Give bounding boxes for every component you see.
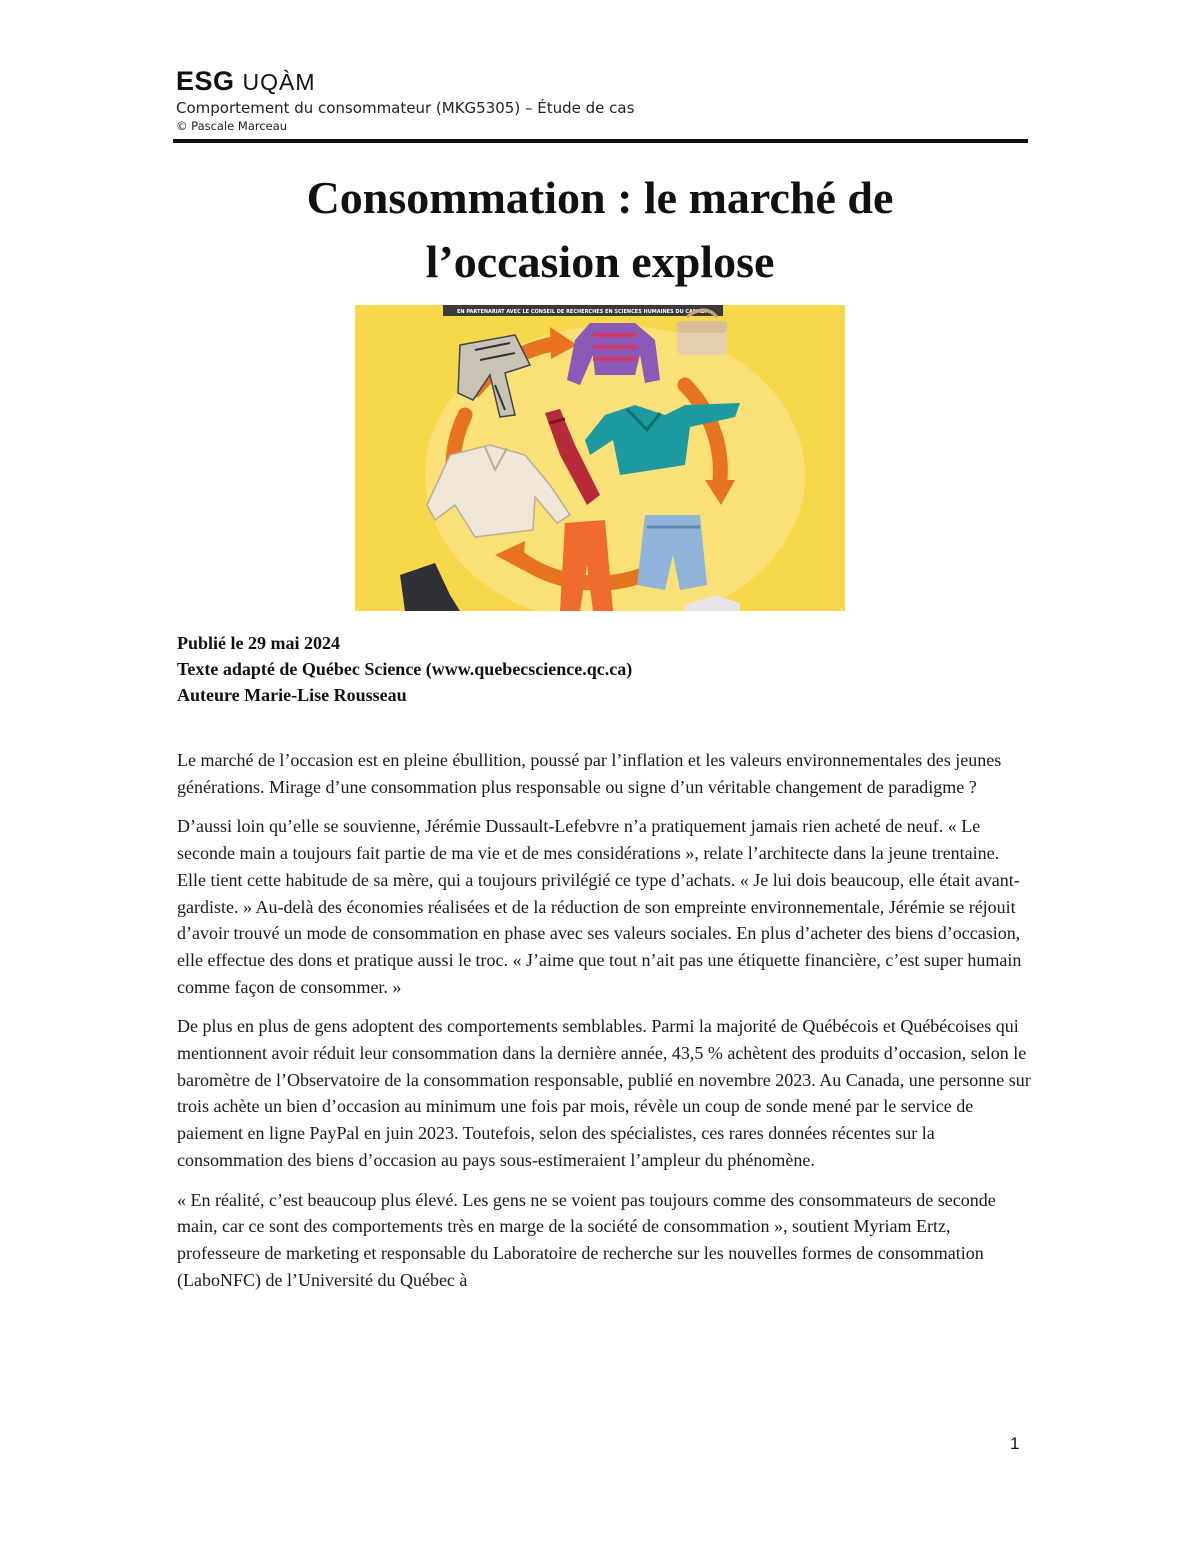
source-credit: Texte adapté de Québec Science (www.quebecscience.qc.ca): [177, 659, 633, 679]
hero-illustration: [355, 305, 845, 611]
author-credit: Auteure Marie-Lise Rousseau: [177, 685, 407, 705]
article-meta: [177, 630, 632, 708]
article-title: [180, 166, 1020, 294]
course-title: Comportement du consommateur (MKG5305) – Étude de cas: [176, 99, 635, 117]
article-body: [177, 747, 1032, 1306]
paragraph-4: « En réalité, c’est beaucoup plus élevé. Les gens ne se voient pas toujours comme des consommateurs de seconde main, car ce sont des comportements très en marge de la société de consommation », soutient Myriam Ertz, professeure de marketing et responsable du Laboratoire de recherche sur les nouvelles formes de consommation (LaboNFC) de l’Université du Québec à: [177, 1189, 996, 1290]
copyright-notice: © Pascale Marceau: [176, 119, 288, 133]
paragraph-3: De plus en plus de gens adoptent des comportements semblables. Parmi la majorité de Québécois et Québécoises qui mentionnent avoir réduit leur consommation dans la dernière année, 43,5 % achètent des produits d’occasion, selon le baromètre de l’Observatoire de la consommation responsable, publié en novembre 2023. Au Canada, une personne sur trois achète un bien d’occasion au minimum une fois par mois, révèle un coup de sonde mené par le service de paiement en ligne PayPal en juin 2023. Toutefois, selon des spécialistes, ces rares données récentes sur la consommation des biens d’occasion au pays sous-estimeraient l’ampleur du phénomène.: [177, 1016, 1031, 1170]
page-header: [176, 66, 1028, 134]
page-number: 1: [1010, 1434, 1020, 1453]
esg-uqam-logo: [176, 66, 1028, 96]
hero-banner-text: EN PARTENARIAT AVEC LE CONSEIL DE RECHERCHES EN SCIENCES HUMAINES DU CANADA: [457, 309, 709, 315]
title-line-2: l’occasion explose: [425, 236, 775, 287]
logo-esg-text: ESG: [176, 66, 235, 96]
title-line-1: Consommation : le marché de: [306, 172, 894, 223]
published-date: Publié le 29 mai 2024: [177, 633, 340, 653]
paragraph-2: D’aussi loin qu’elle se souvienne, Jérémie Dussault-Lefebvre n’a pratiquement jamais rien acheté de neuf. « Le seconde main a toujours fait partie de ma vie et de mes considérations », relate l’architecte dans la jeune trentaine. Elle tient cette habitude de sa mère, qui a toujours privilégié ce type d’achats. « Je lui dois beaucoup, elle était avant-gardiste. » Au-delà des économies réalisées et de la réduction de son empreinte environnementale, Jérémie se réjouit d’avoir trouvé un mode de consommation en phase avec ses valeurs sociales. En plus d’acheter des biens d’occasion, elle effectue des dons et pratique aussi le troc. « J’aime que tout n’ait pas une étiquette financière, c’est super humain comme façon de consommer. »: [177, 816, 1022, 997]
logo-uqam-text: UQÀM: [242, 69, 316, 95]
header-divider: [173, 139, 1028, 143]
paragraph-1: Le marché de l’occasion est en pleine ébullition, poussé par l’inflation et les valeurs environnementales des jeunes générations. Mirage d’une consommation plus responsable ou signe d’un véritable changement de paradigme ?: [177, 750, 1002, 797]
hero-image: [355, 305, 845, 611]
